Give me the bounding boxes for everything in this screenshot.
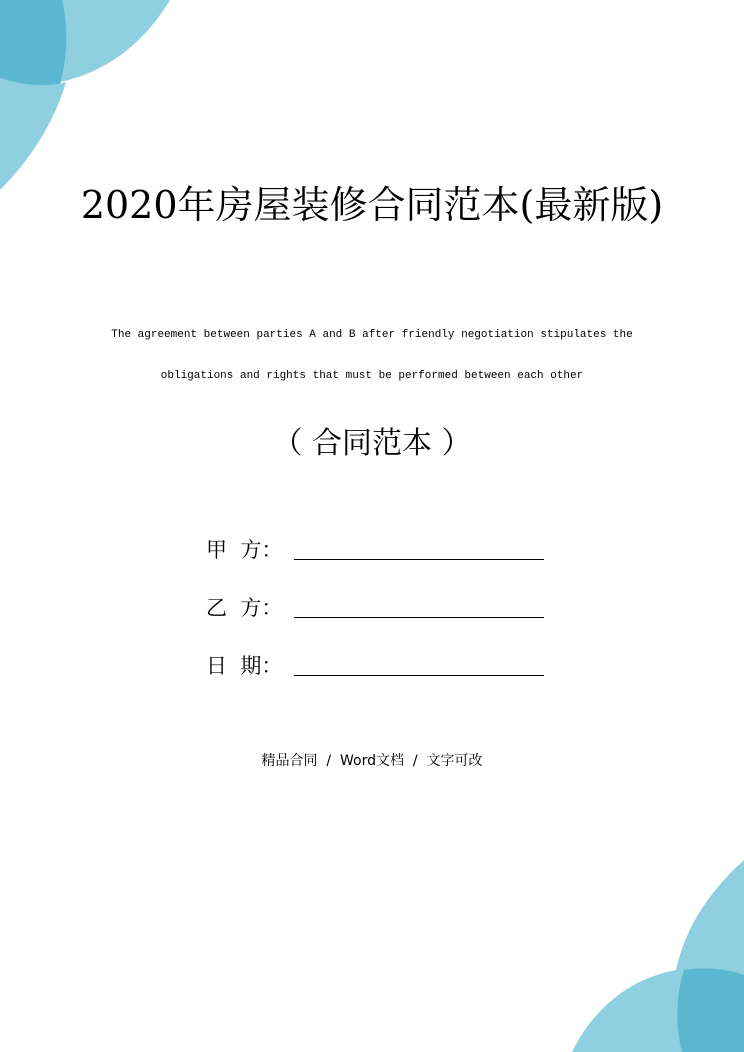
party-a-field bbox=[206, 532, 544, 564]
subtitle-line-2: obligations and rights that must be performed between each other bbox=[160, 370, 584, 382]
date-input-line[interactable] bbox=[294, 649, 544, 676]
document-title: 2020年房屋装修合同范本(最新版) bbox=[80, 183, 664, 227]
footer-note: 精品合同 / Word文档 / 文字可改 bbox=[261, 753, 483, 769]
party-a-input-line[interactable] bbox=[294, 533, 544, 560]
party-b-field bbox=[206, 590, 544, 622]
date-field bbox=[206, 648, 544, 680]
bottom-right-decoration bbox=[572, 860, 744, 1052]
party-b-label: 乙 方： bbox=[206, 596, 283, 620]
party-b-input-line[interactable] bbox=[294, 591, 544, 618]
party-a-label: 甲 方： bbox=[206, 538, 283, 562]
document-type-label: （ 合同范本 ） bbox=[272, 426, 472, 461]
top-left-decoration bbox=[0, 0, 170, 190]
subtitle-line-1: The agreement between parties A and B after friendly negotiation stipulates the bbox=[111, 329, 633, 341]
date-label: 日 期： bbox=[206, 654, 283, 678]
